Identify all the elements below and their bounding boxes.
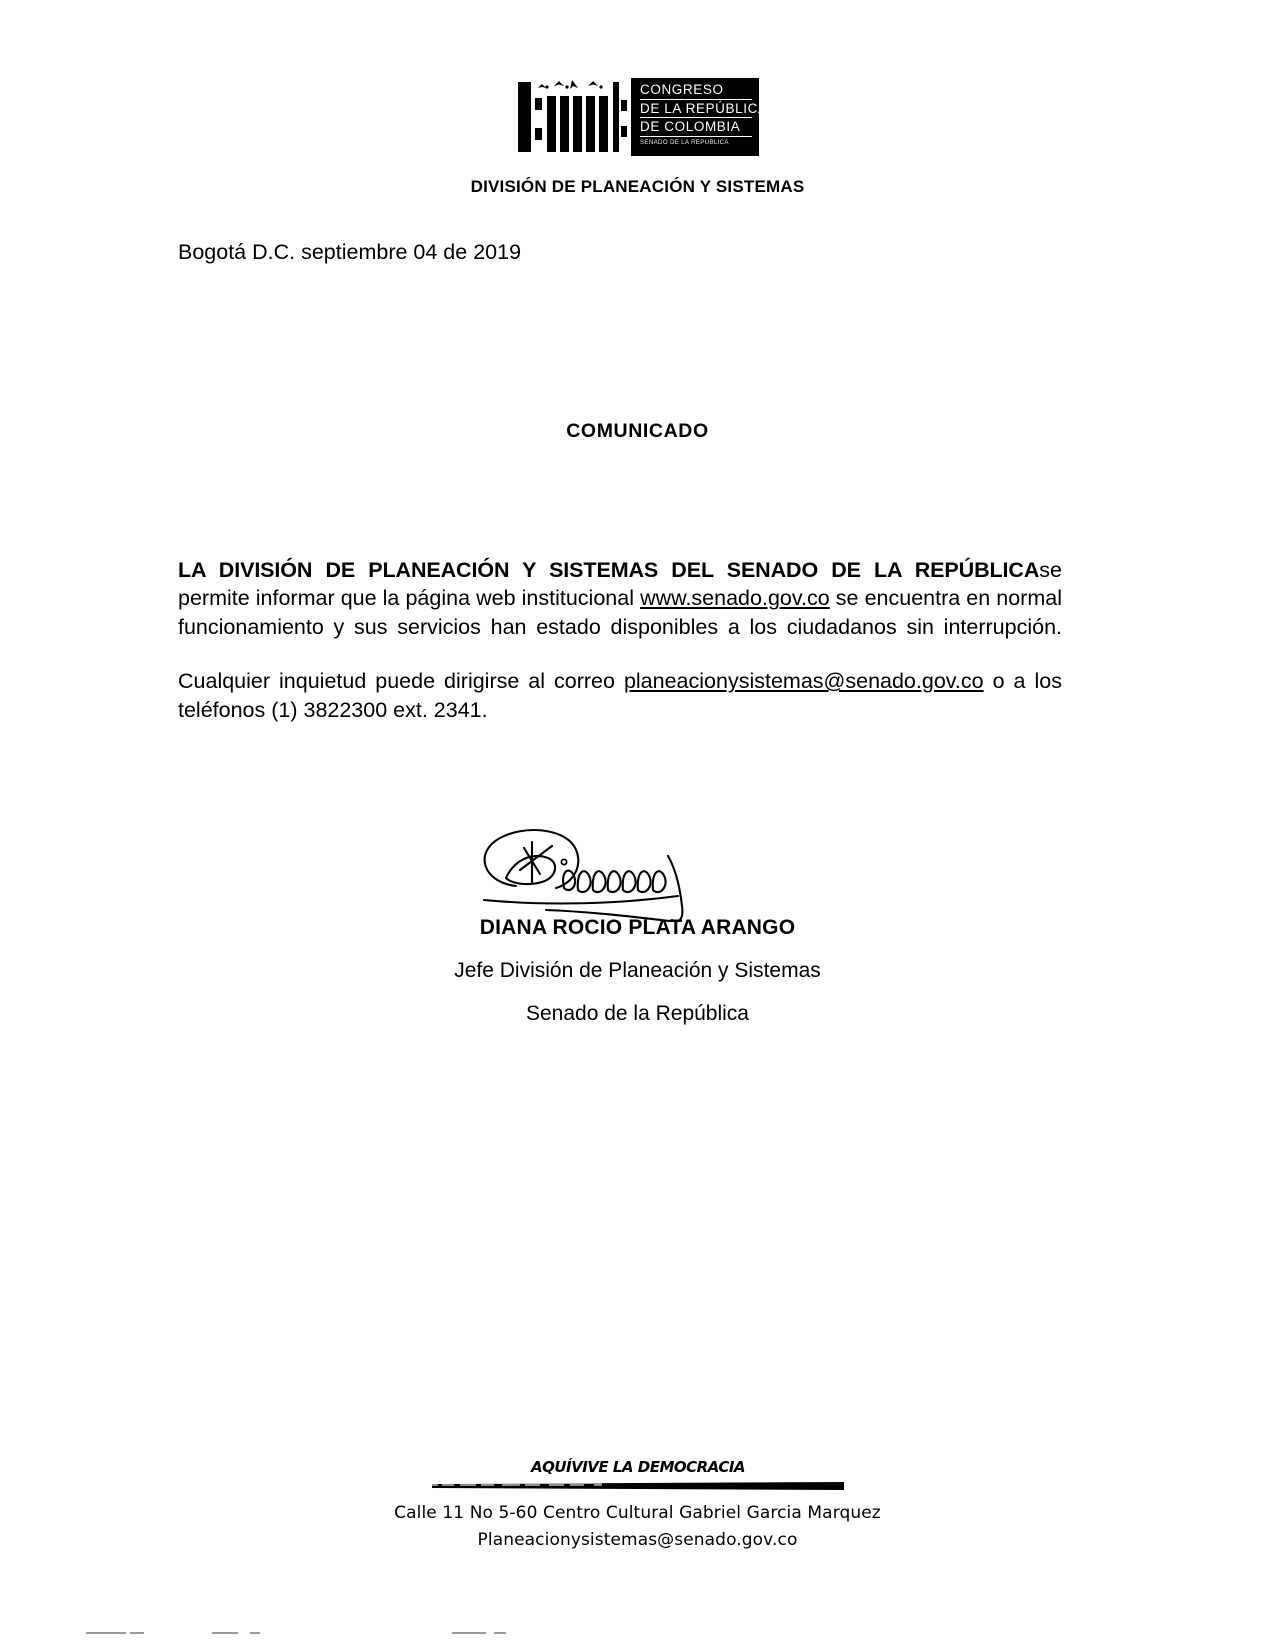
signer-name: DIANA ROCIO PLATA ARANGO	[479, 916, 796, 939]
announcement-text-after-url: se encuentra en normal funcionamiento y sus servicios han estado disponibles a los ciudadanos sin interrupción.	[178, 586, 1062, 639]
congreso-logo	[516, 78, 768, 156]
signer-role: Jefe División de Planeación y Sistemas	[454, 959, 821, 982]
handwritten-signature	[428, 826, 848, 922]
logo-line-colombia: DE COLOMBIA	[640, 120, 752, 137]
senado-website-link[interactable]: www.senado.gov.co	[640, 586, 830, 611]
contact-text-after-email: o a los teléfonos (1) 3822300 ext. 2341.	[178, 669, 1062, 722]
signature-block	[0, 826, 1275, 1026]
paragraph-announcement	[178, 556, 1062, 641]
signer-organization: Senado de la República	[525, 1002, 749, 1025]
footer-slogan-graphic	[428, 1452, 848, 1494]
contact-text-before-email: Cualquier inquietud puede dirigirse al correo	[178, 669, 624, 694]
svg-text:AQUÍVIVE LA DEMOCRACIA: AQUÍVIVE LA DEMOCRACIA	[530, 1457, 745, 1476]
announcement-lead: LA DIVISIÓN DE PLANEACIÓN Y SISTEMAS DEL SENADO DE LA REPÚBLICA	[178, 558, 1040, 582]
logo-line-republica: DE LA REPÚBLICA	[640, 102, 752, 119]
page-title: COMUNICADO	[566, 420, 709, 442]
date-line: Bogotá D.C. septiembre 04 de 2019	[178, 240, 522, 264]
footer-address: Calle 11 No 5-60 Centro Cultural Gabriel Garcia Marquez	[394, 1502, 881, 1523]
footer-email: Planeacionysistemas@senado.gov.co	[477, 1529, 798, 1550]
logo-bars-icon	[516, 78, 631, 156]
logo-subtitle-senado: SENADO DE LA REPÚBLICA	[640, 138, 729, 146]
footer	[0, 1452, 1275, 1554]
department-title: DIVISIÓN DE PLANEACIÓN Y SISTEMAS	[470, 177, 805, 196]
letterhead	[0, 78, 1275, 197]
paragraph-contact	[178, 667, 1062, 724]
contact-email-link[interactable]: planeacionysistemas@senado.gov.co	[623, 669, 984, 694]
scan-artifacts	[0, 1630, 1275, 1636]
document-body	[178, 556, 1062, 724]
announcement-text-before-url: se permite informar que la página web institucional	[178, 558, 1062, 611]
logo-line-congreso: CONGRESO	[640, 83, 752, 100]
logo-nameplate	[631, 78, 768, 156]
